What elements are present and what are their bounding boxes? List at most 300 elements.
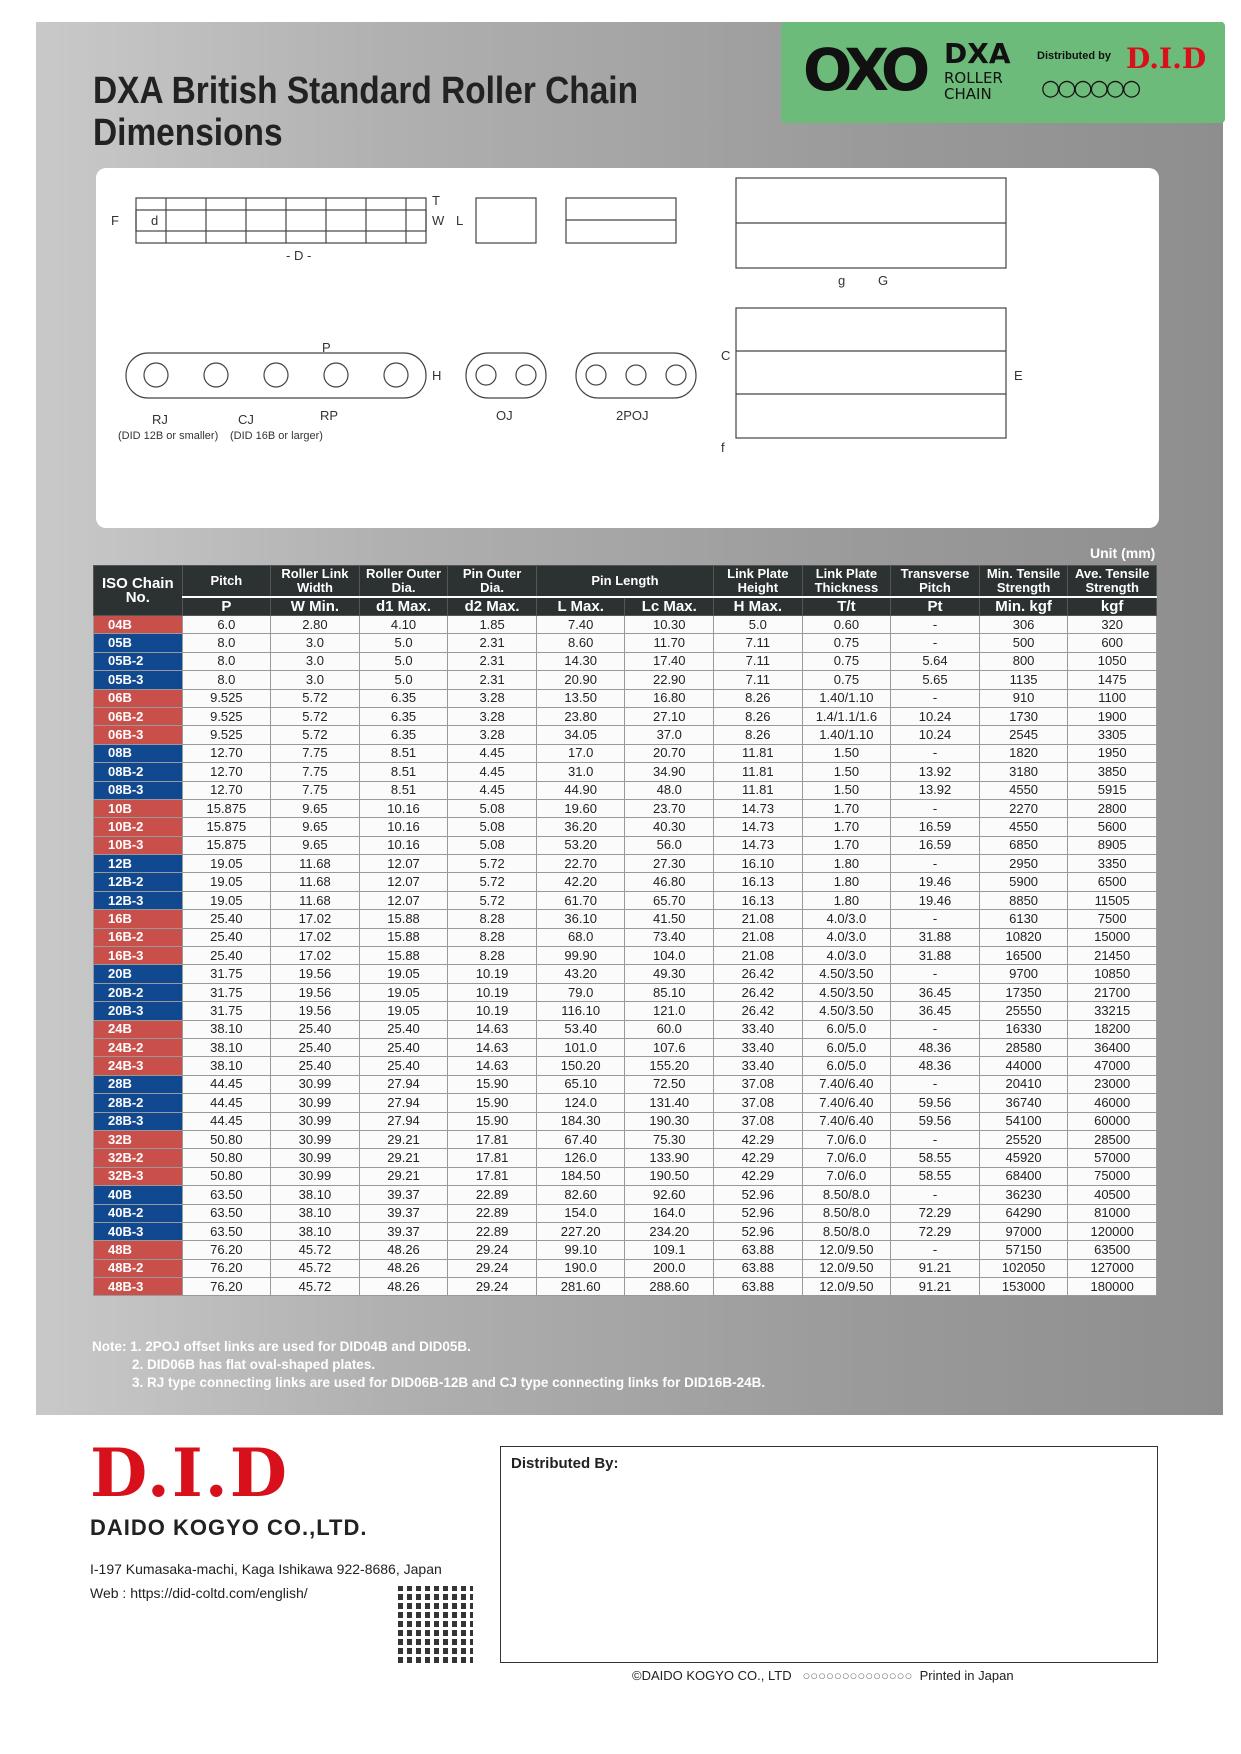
table-row	[94, 928, 1157, 946]
table-cell: 31.75	[182, 1002, 271, 1020]
label-oj: OJ	[496, 408, 513, 423]
subheader-cell: d1 Max.	[359, 597, 448, 616]
table-cell: 37.08	[714, 1112, 803, 1130]
table-row	[94, 652, 1157, 670]
table-cell: 3.28	[448, 689, 537, 707]
table-cell: 17.81	[448, 1149, 537, 1167]
dimensions-table	[93, 565, 1157, 1296]
unit-label: Unit (mm)	[1090, 545, 1156, 561]
table-cell: 36.45	[891, 983, 980, 1001]
table-cell: 58.55	[891, 1149, 980, 1167]
did-logo: D.I.D	[90, 1434, 289, 1512]
table-cell: 20.90	[536, 671, 625, 689]
table-cell: 7.11	[714, 671, 803, 689]
table-cell: 1135	[979, 671, 1068, 689]
table-cell: 65.10	[536, 1075, 625, 1093]
label-d: d	[151, 213, 159, 228]
table-cell: 3.0	[271, 634, 360, 652]
table-cell: 72.50	[625, 1075, 714, 1093]
table-cell: 19.56	[271, 965, 360, 983]
table-cell: 10.30	[625, 616, 714, 634]
table-cell: 38.10	[182, 1057, 271, 1075]
table-cell: 3180	[979, 763, 1068, 781]
table-cell: 27.94	[359, 1112, 448, 1130]
table-cell: 60000	[1068, 1112, 1157, 1130]
table-cell: 9.65	[271, 836, 360, 854]
subheader-cell: L Max.	[536, 597, 625, 616]
table-cell: 25.40	[359, 1020, 448, 1038]
table-cell: 40.30	[625, 818, 714, 836]
table-cell: 34.90	[625, 763, 714, 781]
table-cell: 44.45	[182, 1094, 271, 1112]
table-cell: 3.0	[271, 652, 360, 670]
table-cell: 8.50/8.0	[802, 1186, 891, 1204]
table-cell: 85.10	[625, 983, 714, 1001]
table-cell: 14.73	[714, 818, 803, 836]
table-cell: 25550	[979, 1002, 1068, 1020]
table-cell: 5.0	[359, 671, 448, 689]
table-cell: 16.10	[714, 855, 803, 873]
table-cell: 11.81	[714, 781, 803, 799]
table-cell: -	[891, 1020, 980, 1038]
chain-number-cell: 40B	[94, 1186, 183, 1204]
table-cell: 184.30	[536, 1112, 625, 1130]
table-cell: 30.99	[271, 1130, 360, 1148]
table-cell: 31.88	[891, 947, 980, 965]
subheader-cell: Lc Max.	[625, 597, 714, 616]
table-cell: 1.85	[448, 616, 537, 634]
table-cell: 25.40	[182, 947, 271, 965]
table-cell: 2800	[1068, 799, 1157, 817]
label-t: T	[432, 193, 440, 208]
table-cell: 3.28	[448, 707, 537, 725]
table-cell: 7.40/6.40	[802, 1075, 891, 1093]
table-cell: 4.45	[448, 763, 537, 781]
table-cell: 17.02	[271, 928, 360, 946]
chain-number-cell: 12B	[94, 855, 183, 873]
header-w: Roller Link Width	[271, 566, 360, 598]
table-cell: 19.05	[182, 855, 271, 873]
table-cell: 47000	[1068, 1057, 1157, 1075]
table-cell: 29.21	[359, 1149, 448, 1167]
chain-number-cell: 04B	[94, 616, 183, 634]
table-cell: 38.10	[182, 1038, 271, 1056]
table-cell: 61.70	[536, 891, 625, 909]
table-cell: 5.72	[271, 707, 360, 725]
table-row	[94, 1186, 1157, 1204]
note-1: Note: 1. 2POJ offset links are used for DID04B and DID05B.	[92, 1339, 471, 1354]
table-cell: 5.72	[448, 891, 537, 909]
table-cell: 28500	[1068, 1130, 1157, 1148]
table-cell: 910	[979, 689, 1068, 707]
table-cell: 75000	[1068, 1167, 1157, 1185]
table-cell: 5.0	[359, 652, 448, 670]
table-cell: 29.21	[359, 1130, 448, 1148]
table-cell: 57150	[979, 1241, 1068, 1259]
note-3: 3. RJ type connecting links are used for DID06B-12B and CJ type connecting links for DID16B-24B.	[132, 1375, 766, 1390]
chain-number-cell: 08B-3	[94, 781, 183, 799]
chain-number-cell: 48B	[94, 1241, 183, 1259]
chain-number-cell: 20B	[94, 965, 183, 983]
table-cell: 17.81	[448, 1130, 537, 1148]
table-cell: 9.65	[271, 799, 360, 817]
table-cell: 23.80	[536, 707, 625, 725]
table-cell: 7.40/6.40	[802, 1094, 891, 1112]
table-cell: 68400	[979, 1167, 1068, 1185]
table-cell: 63.50	[182, 1222, 271, 1240]
chain-number-cell: 12B-3	[94, 891, 183, 909]
table-cell: 10.16	[359, 836, 448, 854]
table-cell: 15.88	[359, 928, 448, 946]
table-cell: 29.24	[448, 1259, 537, 1277]
table-cell: 48.36	[891, 1057, 980, 1075]
table-cell: 12.07	[359, 891, 448, 909]
table-cell: 104.0	[625, 947, 714, 965]
table-cell: 15.88	[359, 910, 448, 928]
table-cell: 0.60	[802, 616, 891, 634]
table-cell: 8.26	[714, 689, 803, 707]
table-cell: 39.37	[359, 1222, 448, 1240]
table-cell: 33.40	[714, 1020, 803, 1038]
table-cell: 6.35	[359, 689, 448, 707]
table-cell: 22.89	[448, 1186, 537, 1204]
table-cell: 25.40	[271, 1020, 360, 1038]
table-cell: 1.50	[802, 763, 891, 781]
chain-number-cell: 16B-2	[94, 928, 183, 946]
table-row	[94, 891, 1157, 909]
table-cell: 45.72	[271, 1278, 360, 1296]
table-cell: 14.63	[448, 1038, 537, 1056]
table-cell: 63.50	[182, 1186, 271, 1204]
table-cell: 25.40	[182, 928, 271, 946]
chain-diagram-panel	[96, 168, 1159, 528]
table-cell: 36740	[979, 1094, 1068, 1112]
table-cell: 227.20	[536, 1222, 625, 1240]
table-cell: 19.56	[271, 1002, 360, 1020]
table-cell: -	[891, 616, 980, 634]
header-h: Link Plate Height	[714, 566, 803, 598]
table-cell: 18200	[1068, 1020, 1157, 1038]
subheader-cell: d2 Max.	[448, 597, 537, 616]
logo-subtitle	[944, 70, 1003, 102]
table-cell: 37.08	[714, 1075, 803, 1093]
table-cell: 38.10	[182, 1020, 271, 1038]
table-cell: 1.70	[802, 818, 891, 836]
table-cell: 29.24	[448, 1278, 537, 1296]
table-row	[94, 947, 1157, 965]
table-cell: 200.0	[625, 1259, 714, 1277]
company-address	[90, 1557, 442, 1605]
page-title	[93, 70, 638, 154]
table-cell: 1.70	[802, 799, 891, 817]
table-cell: 25.40	[359, 1038, 448, 1056]
header-ave: Ave. Tensile Strength	[1068, 566, 1157, 598]
table-cell: 21.08	[714, 910, 803, 928]
table-cell: 57000	[1068, 1149, 1157, 1167]
table-cell: 11.70	[625, 634, 714, 652]
table-cell: 17.81	[448, 1167, 537, 1185]
table-cell: 16500	[979, 947, 1068, 965]
table-cell: 153000	[979, 1278, 1068, 1296]
table-cell: 10.19	[448, 1002, 537, 1020]
table-cell: 8.51	[359, 744, 448, 762]
table-cell: 8.28	[448, 910, 537, 928]
table-cell: 45920	[979, 1149, 1068, 1167]
table-cell: 5.65	[891, 671, 980, 689]
table-cell: 8.50/8.0	[802, 1204, 891, 1222]
chain-number-cell: 10B-3	[94, 836, 183, 854]
table-cell: 9.525	[182, 689, 271, 707]
website-link[interactable]: Web : https://did-coltd.com/english/	[90, 1585, 308, 1601]
table-cell: 7500	[1068, 910, 1157, 928]
distributed-by-label: Distributed By:	[511, 1455, 619, 1472]
chain-number-cell: 12B-2	[94, 873, 183, 891]
table-cell: 1.50	[802, 744, 891, 762]
table-cell: 5.08	[448, 818, 537, 836]
table-cell: 7.0/6.0	[802, 1167, 891, 1185]
table-cell: 38.10	[271, 1186, 360, 1204]
table-cell: 37.0	[625, 726, 714, 744]
table-cell: 10.24	[891, 707, 980, 725]
table-cell: 21.08	[714, 947, 803, 965]
table-cell: 44.45	[182, 1112, 271, 1130]
table-cell: 22.70	[536, 855, 625, 873]
table-cell: 16.13	[714, 891, 803, 909]
table-cell: 7.40	[536, 616, 625, 634]
table-cell: 7.75	[271, 781, 360, 799]
table-cell: 36400	[1068, 1038, 1157, 1056]
table-cell: 12.07	[359, 873, 448, 891]
table-cell: 2.80	[271, 616, 360, 634]
subheader-cell: H Max.	[714, 597, 803, 616]
table-cell: 10.24	[891, 726, 980, 744]
table-cell: 6850	[979, 836, 1068, 854]
table-cell: 43.20	[536, 965, 625, 983]
table-cell: 12.07	[359, 855, 448, 873]
chain-number-cell: 32B-2	[94, 1149, 183, 1167]
table-cell: 0.75	[802, 652, 891, 670]
table-cell: 44.45	[182, 1075, 271, 1093]
table-cell: 7.11	[714, 634, 803, 652]
chain-number-cell: 08B	[94, 744, 183, 762]
table-cell: 12.70	[182, 763, 271, 781]
label-cj: CJ	[238, 412, 254, 427]
label-G: G	[878, 273, 889, 288]
table-cell: 52.96	[714, 1204, 803, 1222]
label-g: g	[838, 273, 846, 288]
table-cell: 22.90	[625, 671, 714, 689]
table-cell: 67.40	[536, 1130, 625, 1148]
table-cell: 46000	[1068, 1094, 1157, 1112]
did-logo-small: D.I.D	[1126, 42, 1207, 75]
label-c: C	[721, 348, 731, 363]
chain-number-cell: 24B-3	[94, 1057, 183, 1075]
table-cell: 33.40	[714, 1038, 803, 1056]
table-cell: 82.60	[536, 1186, 625, 1204]
table-row	[94, 1020, 1157, 1038]
table-cell: 16.59	[891, 818, 980, 836]
table-cell: 39.37	[359, 1186, 448, 1204]
table-cell: 22.89	[448, 1204, 537, 1222]
table-cell: 288.60	[625, 1278, 714, 1296]
table-cell: 19.05	[182, 873, 271, 891]
table-row	[94, 873, 1157, 891]
table-cell: 91.21	[891, 1278, 980, 1296]
table-cell: 15.875	[182, 818, 271, 836]
logo-line1: ROLLER	[944, 69, 1003, 87]
table-cell: -	[891, 799, 980, 817]
table-cell: 6.0	[182, 616, 271, 634]
table-cell: 8.28	[448, 947, 537, 965]
table-cell: 1475	[1068, 671, 1157, 689]
chain-number-cell: 28B	[94, 1075, 183, 1093]
table-row	[94, 671, 1157, 689]
table-cell: 52.96	[714, 1222, 803, 1240]
table-cell: -	[891, 1075, 980, 1093]
table-cell: 48.0	[625, 781, 714, 799]
table-cell: 7.0/6.0	[802, 1149, 891, 1167]
notes	[92, 1338, 765, 1392]
table-cell: 23.70	[625, 799, 714, 817]
table-cell: 29.21	[359, 1167, 448, 1185]
chain-number-cell: 08B-2	[94, 763, 183, 781]
table-cell: 37.08	[714, 1094, 803, 1112]
table-cell: 27.94	[359, 1094, 448, 1112]
table-cell: 1.40/1.10	[802, 689, 891, 707]
table-cell: 15000	[1068, 928, 1157, 946]
print-code: ○○○○○○○○○○○○○○	[802, 1668, 913, 1683]
table-cell: -	[891, 744, 980, 762]
table-cell: 91.21	[891, 1259, 980, 1277]
table-cell: 6.0/5.0	[802, 1038, 891, 1056]
chain-number-cell: 05B-3	[94, 671, 183, 689]
table-cell: 8.50/8.0	[802, 1222, 891, 1240]
table-cell: 8.0	[182, 652, 271, 670]
table-cell: 5.72	[271, 726, 360, 744]
table-cell: 76.20	[182, 1278, 271, 1296]
header-pt: Transverse Pitch	[891, 566, 980, 598]
table-cell: 30.99	[271, 1094, 360, 1112]
table-cell: 36230	[979, 1186, 1068, 1204]
chain-number-cell: 48B-2	[94, 1259, 183, 1277]
table-cell: 6130	[979, 910, 1068, 928]
table-cell: 11.81	[714, 744, 803, 762]
table-cell: 184.50	[536, 1167, 625, 1185]
table-cell: 10.19	[448, 983, 537, 1001]
table-cell: 15.875	[182, 799, 271, 817]
table-cell: 5600	[1068, 818, 1157, 836]
table-cell: 21450	[1068, 947, 1157, 965]
table-cell: 60.0	[625, 1020, 714, 1038]
table-cell: 9.65	[271, 818, 360, 836]
table-cell: 1.80	[802, 873, 891, 891]
chain-number-cell: 10B-2	[94, 818, 183, 836]
table-cell: 320	[1068, 616, 1157, 634]
table-cell: 23000	[1068, 1075, 1157, 1093]
subheader-cell: P	[182, 597, 271, 616]
chain-number-cell: 06B-3	[94, 726, 183, 744]
table-cell: 63.50	[182, 1204, 271, 1222]
subheader-cell: W Min.	[271, 597, 360, 616]
header-pitch: Pitch	[182, 566, 271, 598]
chain-number-cell: 06B-2	[94, 707, 183, 725]
table-cell: 17.40	[625, 652, 714, 670]
table-cell: 44000	[979, 1057, 1068, 1075]
table-cell: 8.0	[182, 671, 271, 689]
label-D: - D -	[286, 248, 312, 263]
table-row	[94, 634, 1157, 652]
table-cell: 21.08	[714, 928, 803, 946]
table-cell: 12.70	[182, 781, 271, 799]
table-cell: 7.0/6.0	[802, 1130, 891, 1148]
table-cell: 16.13	[714, 873, 803, 891]
table-cell: 42.29	[714, 1130, 803, 1148]
table-cell: 1.80	[802, 891, 891, 909]
table-cell: 109.1	[625, 1241, 714, 1259]
table-row	[94, 818, 1157, 836]
table-cell: 46.80	[625, 873, 714, 891]
table-body	[94, 616, 1157, 1296]
table-cell: 5.08	[448, 836, 537, 854]
table-cell: 2.31	[448, 671, 537, 689]
table-cell: 8905	[1068, 836, 1157, 854]
chain-icon: ○○○○○○	[1041, 76, 1139, 101]
table-cell: 1900	[1068, 707, 1157, 725]
dxa-logo	[781, 22, 1225, 123]
table-cell: 4.50/3.50	[802, 1002, 891, 1020]
table-cell: 8.60	[536, 634, 625, 652]
table-cell: 1.50	[802, 781, 891, 799]
table-cell: 15.90	[448, 1112, 537, 1130]
table-row	[94, 726, 1157, 744]
table-row	[94, 763, 1157, 781]
table-row	[94, 1278, 1157, 1296]
table-cell: 7.11	[714, 652, 803, 670]
table-cell: 19.46	[891, 873, 980, 891]
table-cell: 155.20	[625, 1057, 714, 1075]
table-cell: 26.42	[714, 965, 803, 983]
table-cell: 133.90	[625, 1149, 714, 1167]
table-cell: 21700	[1068, 983, 1157, 1001]
table-cell: 38.10	[271, 1204, 360, 1222]
chain-number-cell: 24B	[94, 1020, 183, 1038]
table-cell: -	[891, 855, 980, 873]
table-cell: 17.02	[271, 947, 360, 965]
table-cell: 31.88	[891, 928, 980, 946]
table-cell: 56.0	[625, 836, 714, 854]
table-cell: 50.80	[182, 1167, 271, 1185]
chain-number-cell: 48B-3	[94, 1278, 183, 1296]
chain-number-cell: 05B	[94, 634, 183, 652]
table-row	[94, 1112, 1157, 1130]
table-cell: 8850	[979, 891, 1068, 909]
table-cell: 1.4/1.1/1.6	[802, 707, 891, 725]
table-row	[94, 965, 1157, 983]
table-row	[94, 689, 1157, 707]
table-cell: 116.10	[536, 1002, 625, 1020]
table-cell: 150.20	[536, 1057, 625, 1075]
header-iso: ISO Chain No.	[94, 566, 183, 616]
table-cell: 10.16	[359, 799, 448, 817]
table-cell: 54100	[979, 1112, 1068, 1130]
table-cell: 58.55	[891, 1167, 980, 1185]
table-cell: 16330	[979, 1020, 1068, 1038]
table-row	[94, 744, 1157, 762]
table-cell: 8.51	[359, 763, 448, 781]
table-cell: -	[891, 634, 980, 652]
table-cell: 9.525	[182, 707, 271, 725]
table-cell: 39.37	[359, 1204, 448, 1222]
